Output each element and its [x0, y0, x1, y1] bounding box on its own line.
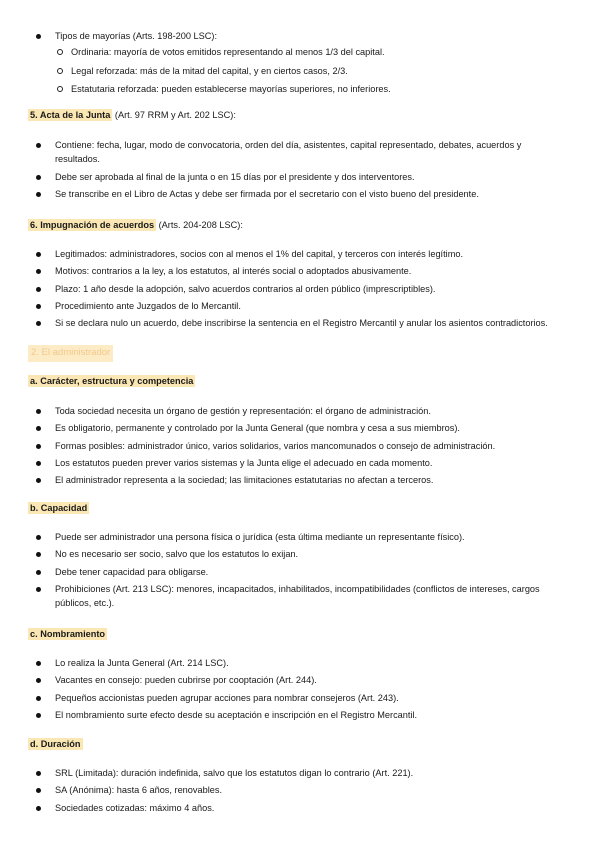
section-title: 2. El administrador — [28, 345, 113, 362]
list-item: Si se declara nulo un acuerdo, debe inscribirse la sentencia en el Registro Mercantil y anular los asientos contradictorios. — [0, 316, 600, 330]
acta-heading: 5. Acta de la Junta (Art. 97 RRM y Art. 202 LSC): — [30, 110, 236, 120]
nombramiento-heading: c. Nombramiento — [30, 629, 106, 639]
list-item: Prohibiciones (Art. 213 LSC): menores, incapacitados, inhabilitados, incompatibilidades (conflictos de intereses, cargos públicos, etc.). — [0, 582, 600, 611]
list-item: Puede ser administrador una persona física o jurídica (esta última mediante un representante físico). — [0, 530, 600, 544]
list-item: Tipos de mayorías (Arts. 198-200 LSC): Ordinaria: mayoría de votos emitidos representando al menos 1/3 del capital. Legal reforzada: más de la mitad del capital, y en ciertos casos, 2/3. Estatutaria reforzada: pueden establecerse mayorías superiores, no inferiores. — [0, 29, 600, 96]
sub-list-item: Estatutaria reforzada: pueden establecerse mayorías superiores, no inferiores. — [55, 82, 560, 96]
list-item: Debe tener capacidad para obligarse. — [0, 565, 600, 579]
nombramiento-list — [0, 656, 600, 725]
list-item: Legitimados: administradores, socios con al menos el 1% del capital, y terceros con interés legítimo. — [0, 247, 600, 261]
list-item: Es obligatorio, permanente y controlado por la Junta General (que nombra y cesa a sus miembros). — [0, 421, 600, 435]
list-item: Se transcribe en el Libro de Actas y debe ser firmada por el secretario con el visto bueno del presidente. — [0, 187, 600, 201]
list-item: El nombramiento surte efecto desde su aceptación e inscripción en el Registro Mercantil. — [0, 708, 600, 722]
list-item: Procedimiento ante Juzgados de lo Mercantil. — [0, 299, 600, 313]
list-item: Contiene: fecha, lugar, modo de convocatoria, orden del día, asistentes, capital representado, debates, acuerdos y resultados. — [0, 138, 600, 167]
list-item: Plazo: 1 año desde la adopción, salvo acuerdos contrarios al orden público (imprescriptibles). — [0, 282, 600, 296]
list-item: Formas posibles: administrador único, varios solidarios, varios mancomunados o consejo de administración. — [0, 439, 600, 453]
list-item: SA (Anónima): hasta 6 años, renovables. — [0, 783, 600, 797]
list-item: Pequeños accionistas pueden agrupar acciones para nombrar consejeros (Art. 243). — [0, 691, 600, 705]
list-item: Lo realiza la Junta General (Art. 214 LSC). — [0, 656, 600, 670]
capacidad-heading: b. Capacidad — [30, 503, 88, 513]
sub-list — [55, 45, 560, 96]
list-item: No es necesario ser socio, salvo que los estatutos lo exijan. — [0, 547, 600, 561]
duracion-heading: d. Duración — [30, 739, 81, 749]
sub-list-item: Legal reforzada: más de la mitad del capital, y en ciertos casos, 2/3. — [55, 64, 560, 78]
capacidad-list — [0, 530, 600, 613]
list-item: Sociedades cotizadas: máximo 4 años. — [0, 801, 600, 815]
list-item: SRL (Limitada): duración indefinida, salvo que los estatutos digan lo contrario (Art. 221). — [0, 766, 600, 780]
majorities-block — [0, 29, 600, 100]
list-item: Vacantes en consejo: pueden cubrirse por cooptación (Art. 244). — [0, 673, 600, 687]
caracter-list — [0, 404, 600, 490]
impugnacion-list — [0, 247, 600, 333]
list-item: Los estatutos pueden prever varios sistemas y la Junta elige el adecuado en cada momento. — [0, 456, 600, 470]
list-item: Motivos: contrarios a la ley, a los estatutos, al interés social o adoptados abusivamente. — [0, 264, 600, 278]
list-item: Debe ser aprobada al final de la junta o en 15 días por el presidente y dos interventores. — [0, 170, 600, 184]
acta-list — [0, 138, 600, 204]
impugnacion-heading: 6. Impugnación de acuerdos (Arts. 204-208 LSC): — [30, 220, 243, 230]
caracter-heading: a. Carácter, estructura y competencia — [30, 376, 194, 386]
sub-list-item: Ordinaria: mayoría de votos emitidos representando al menos 1/3 del capital. — [55, 45, 560, 59]
list-item: Toda sociedad necesita un órgano de gestión y representación: el órgano de administración. — [0, 404, 600, 418]
list-item: El administrador representa a la sociedad; las limitaciones estatutarias no afectan a terceros. — [0, 473, 600, 487]
duracion-list — [0, 766, 600, 818]
